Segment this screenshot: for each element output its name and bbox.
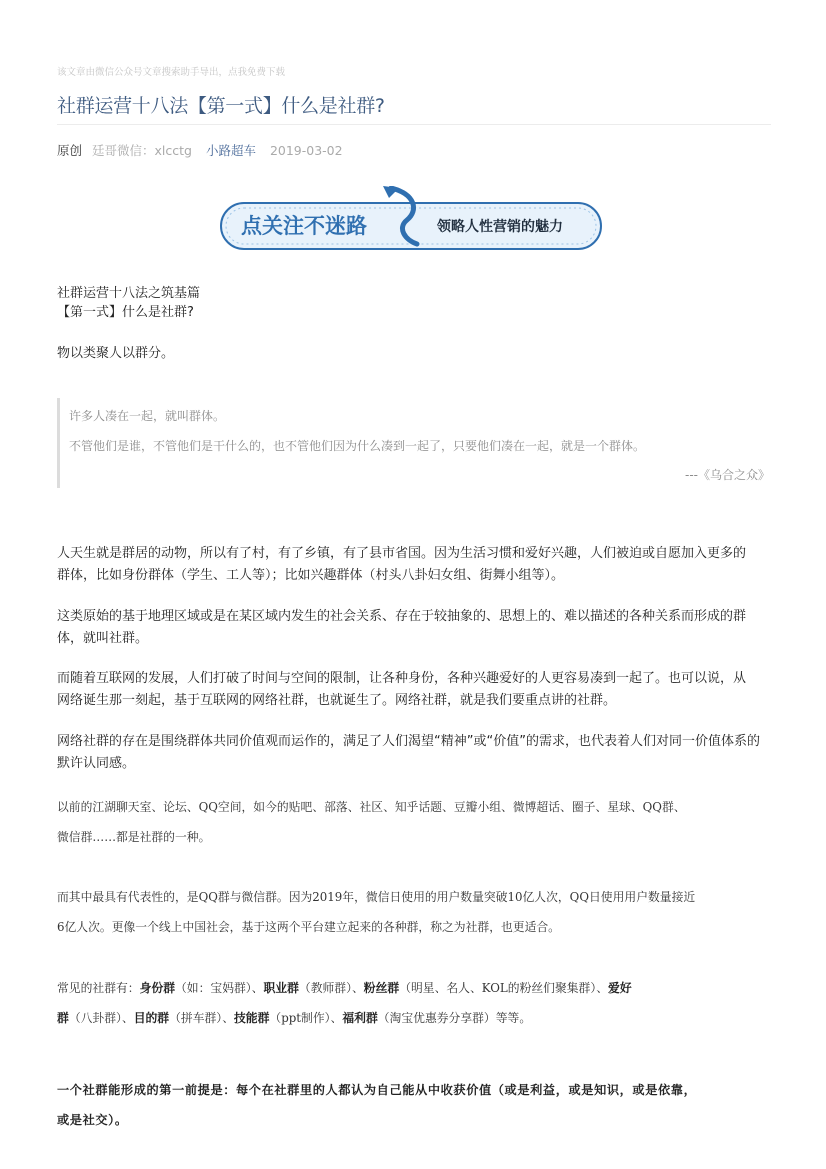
- paragraph-5-line-2: 微信群……都是社群的一种。: [57, 830, 211, 844]
- subtitle-2: 【第一式】什么是社群?: [57, 305, 194, 320]
- term-skill-desc: （ppt制作）、: [269, 1011, 343, 1025]
- article-meta: [57, 141, 343, 159]
- paragraph-3-line-2: 网络诞生那一刻起，基于互联网的网络社群，也就诞生了。网络社群，就是我们要重点讲的社群。: [57, 693, 617, 708]
- paragraph-4-line-2: 默许认同感。: [57, 756, 136, 771]
- lead-sentence: 物以类聚人以群分。: [57, 346, 175, 361]
- paragraph-5-line-1: 以前的江湖聊天室、论坛、QQ空间，如今的贴吧、部落、社区、知乎话题、豆瓣小组、微博超话、圈子、星球、QQ群、: [57, 800, 686, 814]
- paragraph-7-line-2: [57, 1003, 771, 1033]
- para-7-intro: 常见的社群有：: [57, 981, 140, 995]
- paragraph-1-line-2: 群体，比如身份群体（学生、工人等）；比如兴趣群体（村头八卦妇女组、街舞小组等）。: [57, 568, 565, 583]
- blockquote: [57, 398, 774, 488]
- subtitle-1: 社群运营十八法之筑基篇: [57, 286, 201, 301]
- term-career-desc: （教师群）、: [298, 981, 364, 995]
- term-welfare-group: 福利群: [342, 1011, 378, 1025]
- paragraph-8-line-2: 或是社交）。: [57, 1113, 128, 1127]
- follow-banner-graphic: [219, 186, 603, 252]
- paragraph-4-line-1: 网络社群的存在是围绕群体共同价值观而运作的，满足了人们渴望“精神”或“价值”的需求，也代表着人们对同一价值体系的: [57, 734, 760, 749]
- paragraph-6-line-1: 而其中最具有代表性的，是QQ群与微信群。因为2019年，微信日使用的用户数量突破10亿人次，QQ日使用用户数量接近: [57, 890, 696, 904]
- term-hobby-group-part-1: 爱好: [608, 981, 632, 995]
- publish-date: 2019-03-02: [269, 143, 343, 158]
- banner-right-text: 领略人性营销的魅力: [437, 219, 563, 235]
- quote-source: ---《乌合之众》: [685, 468, 770, 482]
- quote-line-2: 不管他们是谁，不管他们是干什么的，也不管他们因为什么凑到一起了，只要他们凑在一起，就是一个群体。: [69, 439, 646, 453]
- paragraph-2-line-2: 体，就叫社群。: [57, 631, 149, 646]
- paragraph-2-line-1: 这类原始的基于地理区域或是在某区域内发生的社会关系、存在于较抽象的、思想上的、难以描述的各种关系而形成的群: [57, 609, 747, 624]
- author-name: 廷哥微信：xlcctg: [92, 143, 192, 158]
- paragraph-6-line-2: 6亿人次。更像一个线上中国社会，基于这两个平台建立起来的各种群，称之为社群，也更适合。: [57, 920, 560, 934]
- term-fan-group: 粉丝群: [363, 981, 400, 995]
- article-title: 社群运营十八法【第一式】什么是社群?: [57, 95, 385, 117]
- paragraph-7-line-1: [57, 973, 771, 1003]
- account-link[interactable]: 小路超车: [205, 143, 256, 158]
- term-career-group: 职业群: [263, 981, 299, 995]
- banner-left-text: 点关注不迷路: [241, 214, 367, 238]
- follow-banner: [219, 186, 603, 252]
- paragraph-3-line-1: 而随着互联网的发展，人们打破了时间与空间的限制，让各种身份，各种兴趣爱好的人更容易凑到一起了。也可以说，从: [57, 671, 747, 686]
- term-purpose-desc: （拼车群）、: [169, 1011, 234, 1025]
- term-identity-group: 身份群: [139, 981, 175, 995]
- term-hobby-group-part-2: 群: [57, 1011, 69, 1025]
- paragraph-8-line-1: 一个社群能形成的第一前提是：每个在社群里的人都认为自己能从中收获价值（或是利益，或是知识，或是依靠，: [57, 1083, 697, 1097]
- export-note-link[interactable]: 该文章由微信公众号文章搜索助手导出，点我免费下载: [57, 67, 286, 78]
- term-identity-desc: （如：宝妈群）、: [175, 981, 264, 995]
- term-hobby-desc: （八卦群）、: [68, 1011, 134, 1025]
- term-fan-desc: （明星、名人、KOL的粉丝们聚集群）、: [399, 981, 609, 995]
- term-welfare-desc: （淘宝优惠券分享群）等等。: [377, 1011, 532, 1025]
- term-skill-group: 技能群: [234, 1011, 270, 1025]
- paragraph-1-line-1: 人天生就是群居的动物，所以有了村，有了乡镇，有了县市省国。因为生活习惯和爱好兴趣，人们被迫或自愿加入更多的: [57, 546, 747, 561]
- quote-line-1: 许多人凑在一起，就叫群体。: [69, 409, 226, 423]
- original-tag: 原创: [57, 143, 83, 158]
- term-purpose-group: 目的群: [133, 1011, 170, 1025]
- title-divider: [57, 124, 771, 125]
